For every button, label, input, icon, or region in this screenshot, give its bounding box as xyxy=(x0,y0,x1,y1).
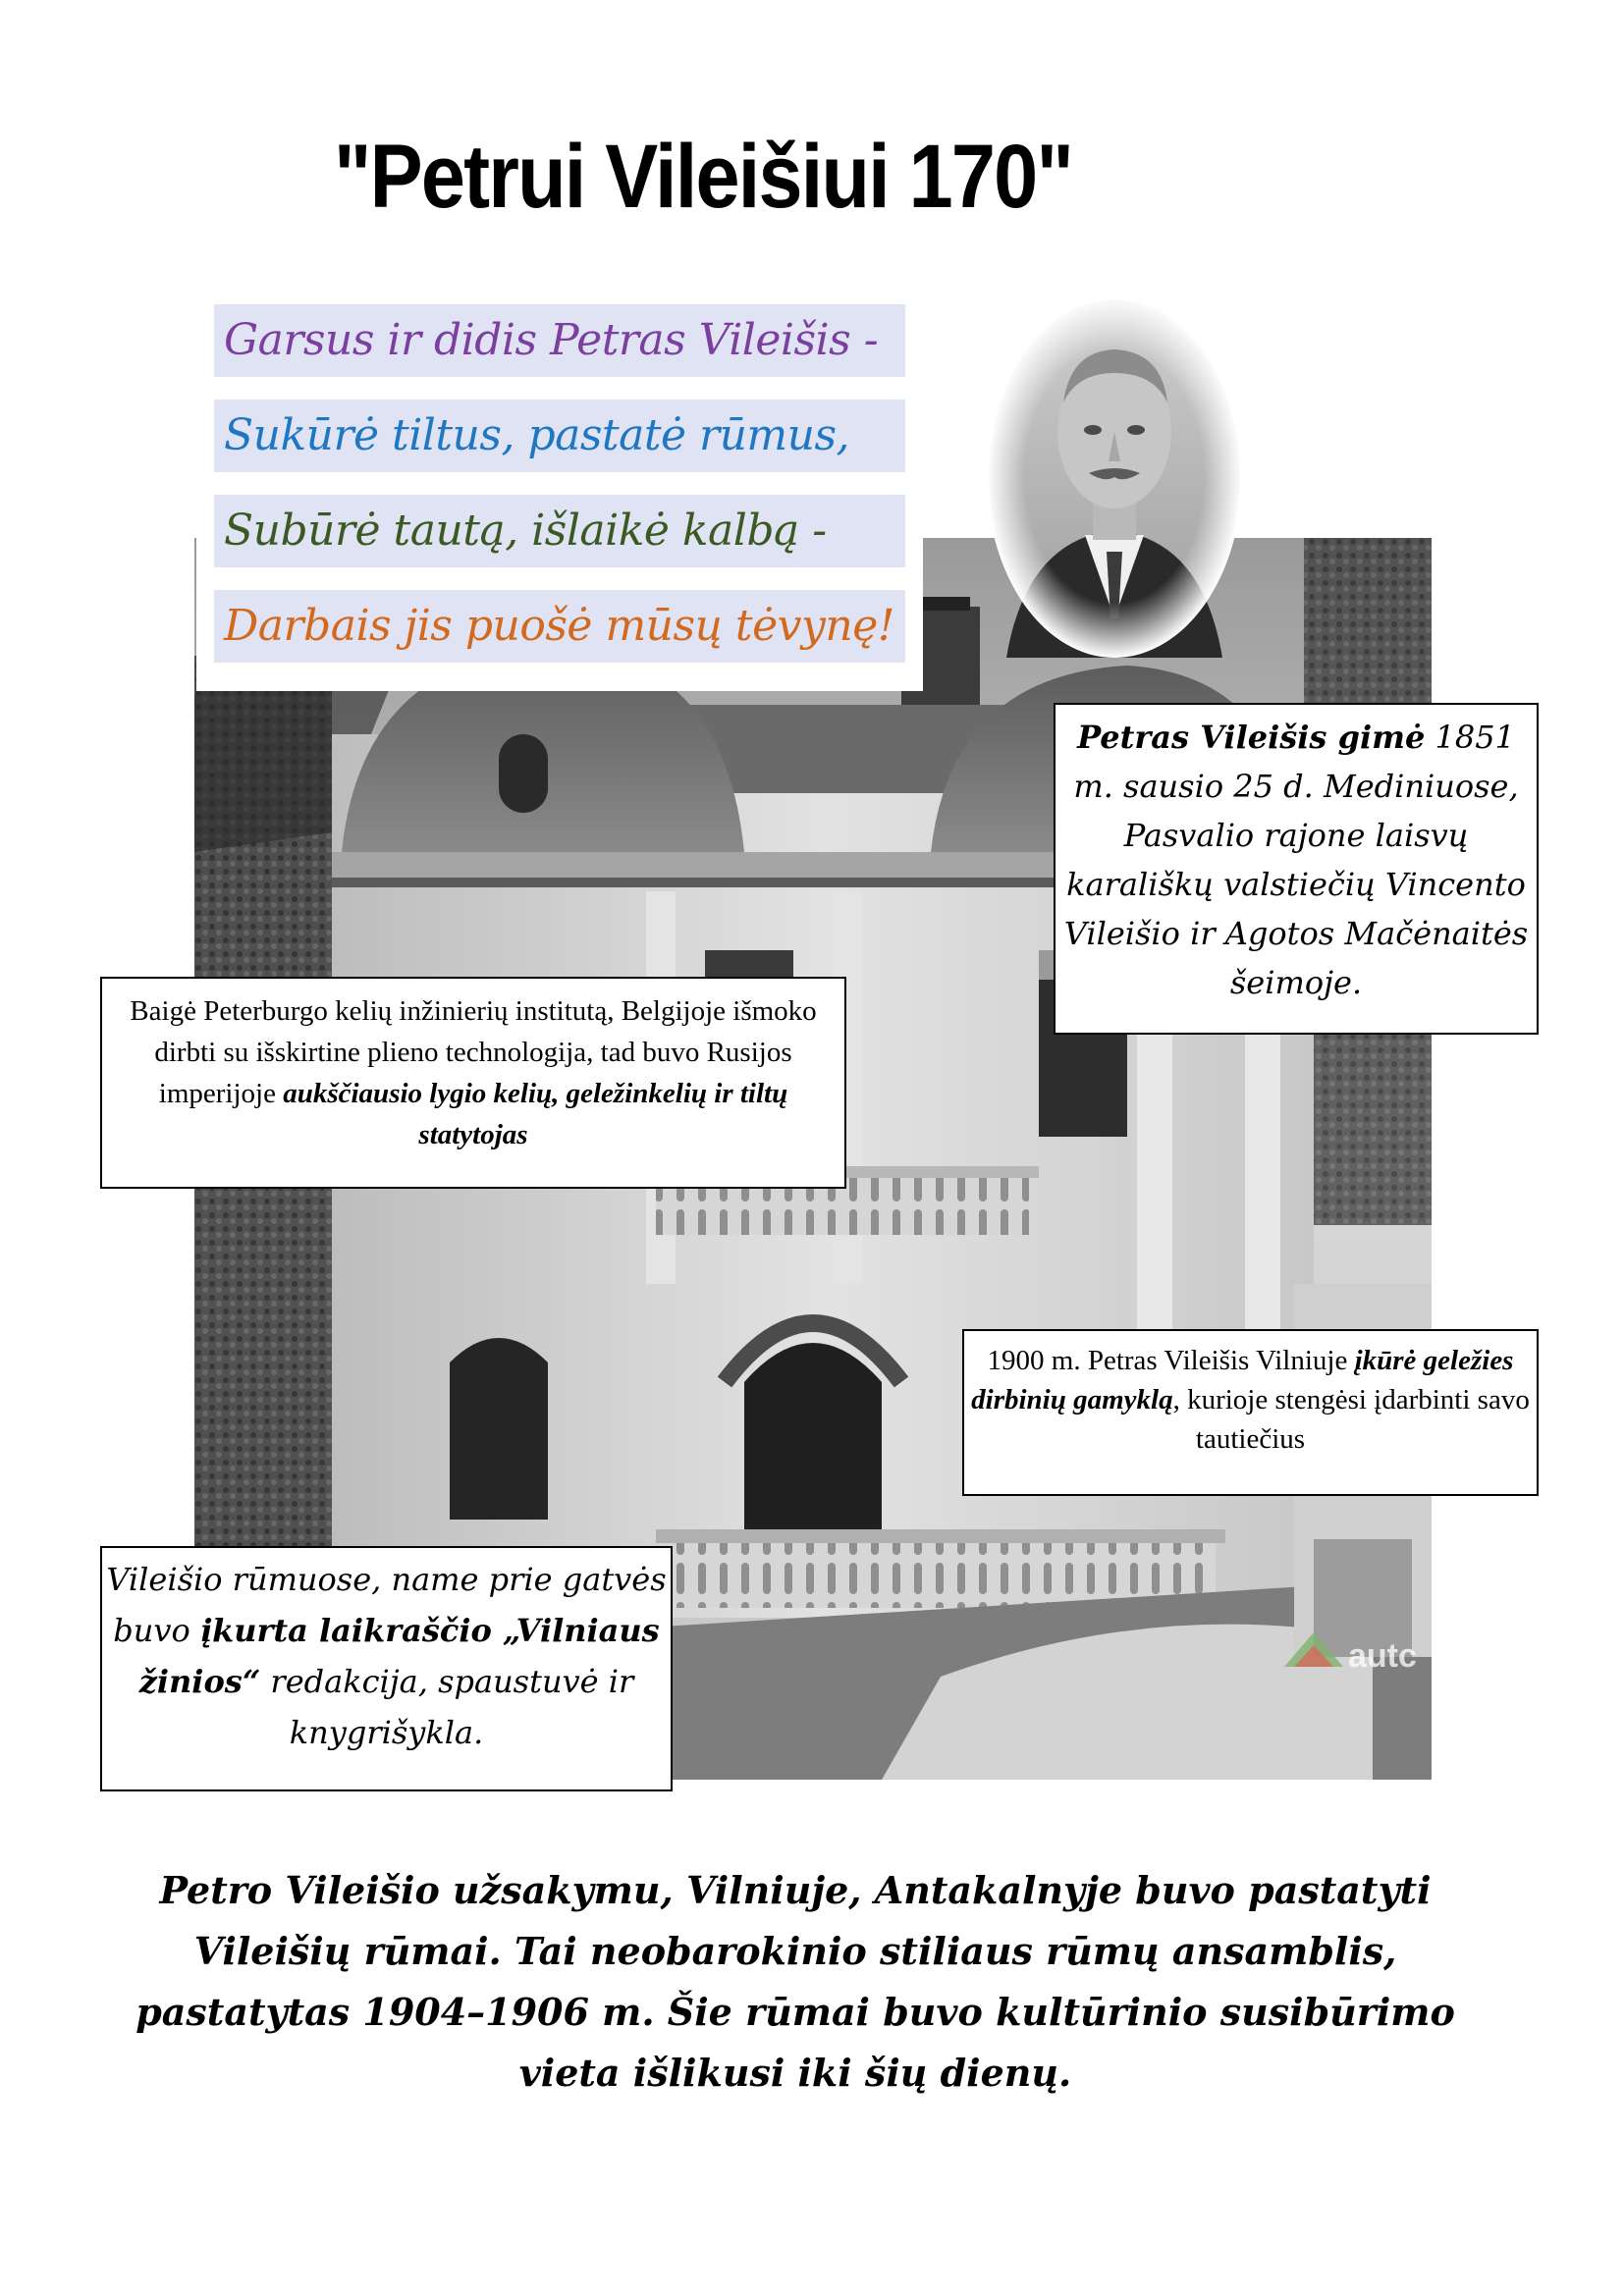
factory-info-text-2: , kurioje stengėsi įdarbinti savo tautiečius xyxy=(1172,1384,1530,1455)
factory-info-text-1: 1900 m. Petras Vileišis Vilniuje xyxy=(987,1345,1355,1376)
birth-info-bold: Petras Vileišis gimė xyxy=(1077,719,1426,756)
press-info-text: Vileišio rūmuose, name prie gatvės buvo xyxy=(106,1561,667,1649)
svg-text:autc: autc xyxy=(1348,1637,1417,1675)
factory-info-bold: įkūrė geležies dirbinių gamyklą xyxy=(971,1345,1514,1415)
studies-info-box xyxy=(100,977,846,1189)
portrait-photo xyxy=(987,294,1242,658)
press-info-text-2: redakcija, spaustuvė ir knygrišykla. xyxy=(260,1663,634,1751)
birth-info-box xyxy=(1054,703,1539,1035)
poem-line-1: Garsus ir didis Petras Vileišis - xyxy=(214,304,905,377)
poem-line-2: Sukūrė tiltus, pastatė rūmus, xyxy=(214,400,905,472)
birth-info-text: 1851 m. sausio 25 d. Mediniuose, Pasvalio rajone laisvų karališkų valstiečių Vincento Vileišio ir Agotos Mačėnaitės šeimoje. xyxy=(1063,719,1529,1001)
poem-line-4: Darbais jis puošė mūsų tėvynę! xyxy=(214,590,905,663)
page-title: "Petrui Vileišiui 170" xyxy=(334,127,1073,227)
factory-info-box xyxy=(962,1329,1539,1496)
studies-info-text: Baigė Peterburgo kelių inžinierių institutą, Belgijoje išmoko dirbti su išskirtine plieno technologija, tad buvo Rusijos imperijoje xyxy=(130,995,817,1109)
press-info-box xyxy=(100,1546,673,1791)
studies-info-bold: aukščiausio lygio kelių, geležinkelių ir tiltų statytojas xyxy=(283,1078,788,1150)
poem-line-3: Subūrė tautą, išlaikė kalbą - xyxy=(214,495,905,567)
press-info-bold: įkurta laikraščio „Vilniaus žinios“ xyxy=(138,1612,660,1700)
footer-paragraph: Petro Vileišio užsakymu, Vilniuje, Antakalnyje buvo pastatyti Vileišių rūmai. Tai neobarokinio stiliaus rūmų ansamblis, pastatytas 1904–1906 m. Šie rūmai buvo kultūrinio susibūrimo vieta išlikusi iki šių dienų. xyxy=(135,1868,1455,2095)
